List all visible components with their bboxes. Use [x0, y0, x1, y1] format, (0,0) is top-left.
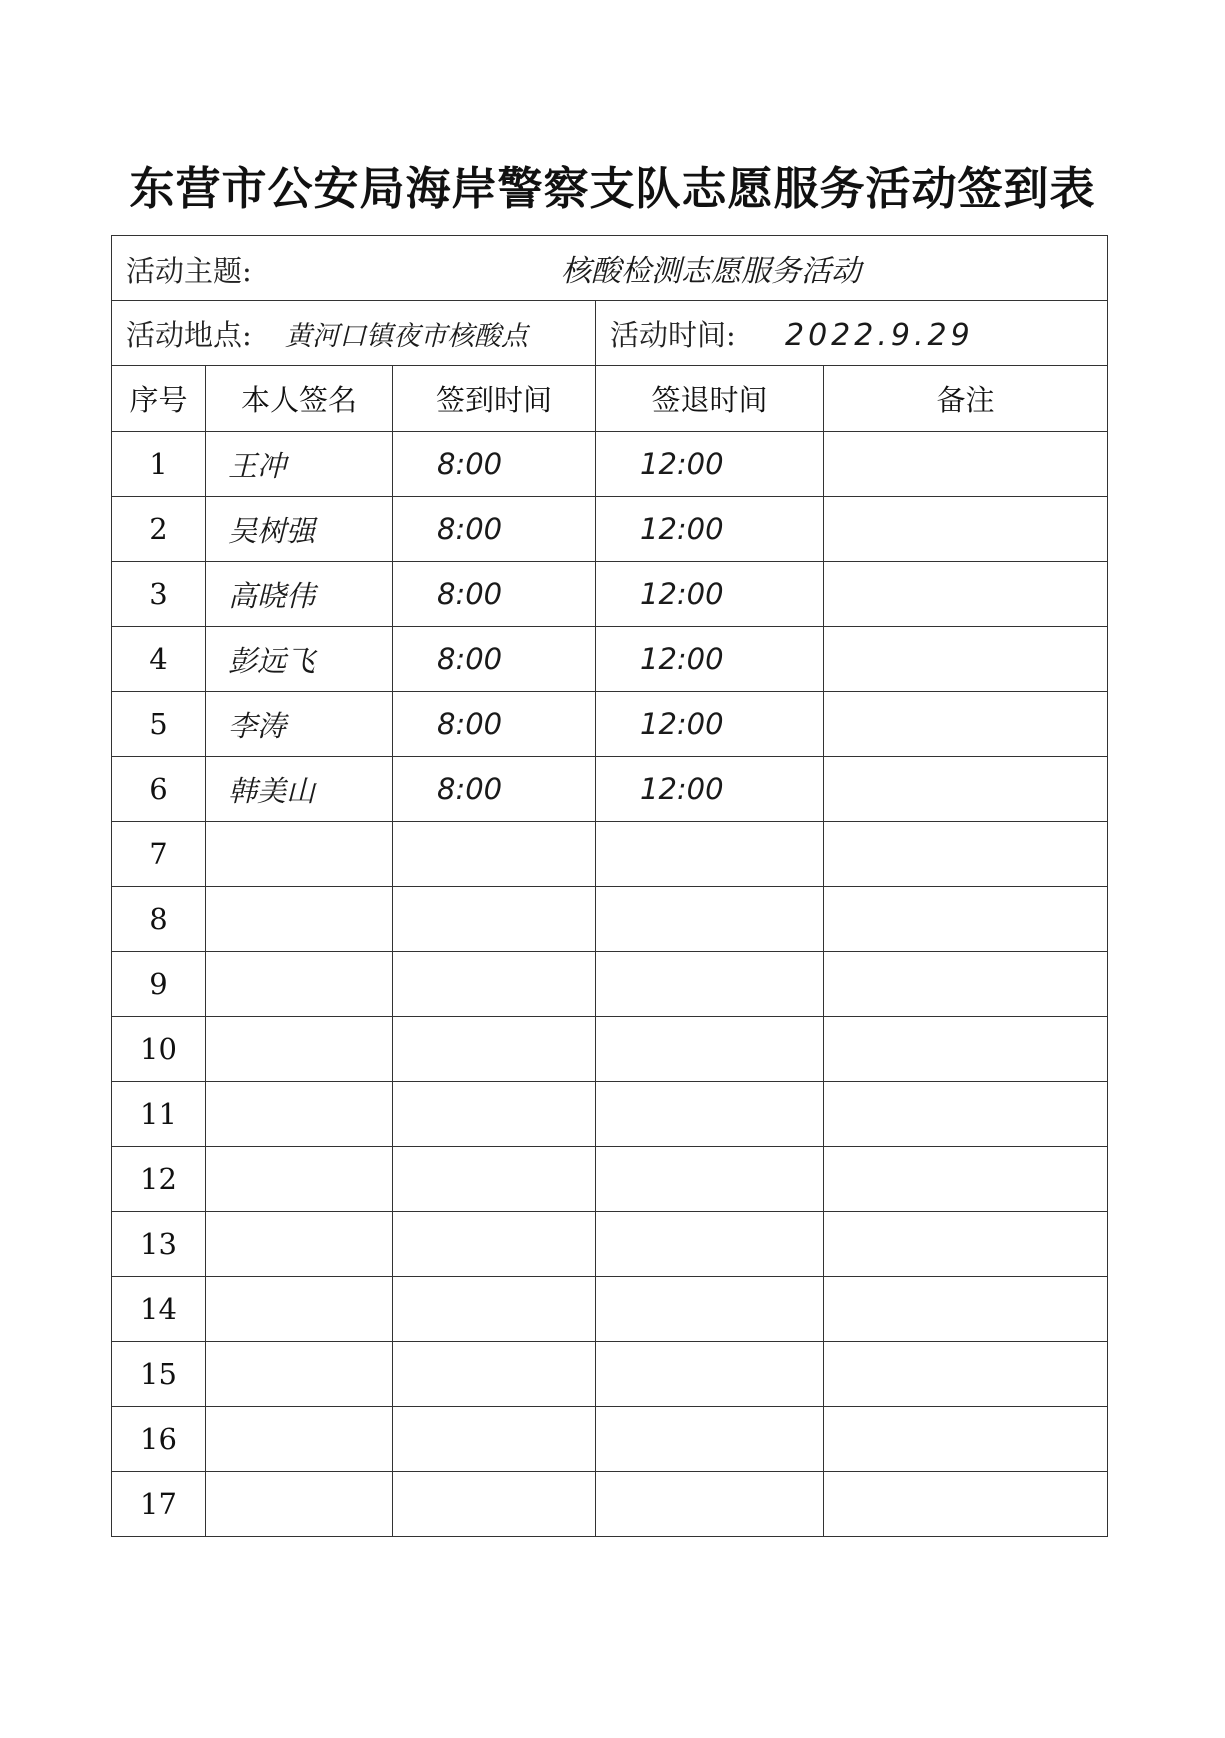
signature	[206, 1277, 393, 1342]
time-label: 活动时间:	[610, 317, 736, 352]
note	[824, 1017, 1108, 1082]
signature	[206, 822, 393, 887]
note	[824, 1342, 1108, 1407]
time-value: 2022.9.29	[785, 317, 974, 353]
signature	[206, 1342, 393, 1407]
row-number: 1	[112, 432, 206, 497]
note	[824, 1147, 1108, 1212]
signature	[206, 887, 393, 952]
sign-out-time: 12:00	[596, 562, 824, 627]
row-number: 4	[112, 627, 206, 692]
header-note: 备注	[824, 366, 1108, 432]
sign-out-time	[596, 1407, 824, 1472]
row-number: 6	[112, 757, 206, 822]
header-in: 签到时间	[393, 366, 596, 432]
row-number: 16	[112, 1407, 206, 1472]
row-number: 11	[112, 1082, 206, 1147]
sign-out-time	[596, 1342, 824, 1407]
signature: 王冲	[206, 432, 393, 497]
sign-out-time	[596, 1472, 824, 1537]
table-row	[112, 1342, 1108, 1407]
row-number: 3	[112, 562, 206, 627]
table-row	[112, 1017, 1108, 1082]
table-row	[112, 1277, 1108, 1342]
sign-out-time	[596, 1212, 824, 1277]
signature	[206, 1147, 393, 1212]
note	[824, 822, 1108, 887]
signature	[206, 1212, 393, 1277]
sign-in-table	[111, 235, 1108, 1537]
sign-in-time: 8:00	[393, 432, 596, 497]
note	[824, 1472, 1108, 1537]
header-row	[112, 366, 1108, 432]
table-row	[112, 757, 1108, 822]
form-title: 东营市公安局海岸警察支队志愿服务活动签到表	[129, 162, 1096, 215]
sign-in-time: 8:00	[393, 562, 596, 627]
table-row	[112, 432, 1108, 497]
signature	[206, 1082, 393, 1147]
table-row	[112, 1147, 1108, 1212]
place-label: 活动地点:	[126, 317, 252, 352]
sign-out-time: 12:00	[596, 432, 824, 497]
header-name: 本人签名	[206, 366, 393, 432]
sign-out-time: 12:00	[596, 757, 824, 822]
sign-in-time	[393, 1407, 596, 1472]
signature: 吴树强	[206, 497, 393, 562]
note	[824, 952, 1108, 1017]
sign-out-time: 12:00	[596, 497, 824, 562]
signature: 李涛	[206, 692, 393, 757]
header-out: 签退时间	[596, 366, 824, 432]
table-row	[112, 952, 1108, 1017]
sign-in-time	[393, 1277, 596, 1342]
note	[824, 887, 1108, 952]
topic-cell	[112, 236, 1108, 301]
note	[824, 627, 1108, 692]
row-number: 9	[112, 952, 206, 1017]
table-row	[112, 497, 1108, 562]
sign-out-time	[596, 822, 824, 887]
row-number: 15	[112, 1342, 206, 1407]
place-time-row	[112, 301, 1108, 366]
sign-in-time	[393, 1472, 596, 1537]
place-value: 黄河口镇夜市核酸点	[285, 320, 528, 352]
note	[824, 562, 1108, 627]
table-row	[112, 887, 1108, 952]
sign-in-time	[393, 1147, 596, 1212]
note	[824, 497, 1108, 562]
sign-out-time	[596, 1017, 824, 1082]
table-row	[112, 1082, 1108, 1147]
sign-in-time	[393, 1017, 596, 1082]
note	[824, 1082, 1108, 1147]
sign-out-time	[596, 952, 824, 1017]
note	[824, 432, 1108, 497]
row-number: 12	[112, 1147, 206, 1212]
sign-in-time: 8:00	[393, 692, 596, 757]
table-row	[112, 822, 1108, 887]
sign-out-time	[596, 1147, 824, 1212]
row-number: 5	[112, 692, 206, 757]
table-row	[112, 562, 1108, 627]
table-row	[112, 1472, 1108, 1537]
sign-out-time	[596, 1082, 824, 1147]
row-number: 7	[112, 822, 206, 887]
signature	[206, 1472, 393, 1537]
topic-label: 活动主题:	[126, 254, 252, 288]
signature: 高晓伟	[206, 562, 393, 627]
table-row	[112, 1212, 1108, 1277]
row-number: 17	[112, 1472, 206, 1537]
row-number: 13	[112, 1212, 206, 1277]
note	[824, 692, 1108, 757]
sign-out-time	[596, 1277, 824, 1342]
note	[824, 1277, 1108, 1342]
sign-in-time	[393, 887, 596, 952]
note	[824, 757, 1108, 822]
signature: 韩美山	[206, 757, 393, 822]
sign-out-time: 12:00	[596, 692, 824, 757]
row-number: 14	[112, 1277, 206, 1342]
sign-in-time	[393, 822, 596, 887]
sign-in-time	[393, 1082, 596, 1147]
signature	[206, 1407, 393, 1472]
signature: 彭远飞	[206, 627, 393, 692]
header-no: 序号	[112, 366, 206, 432]
sign-in-time: 8:00	[393, 627, 596, 692]
signature	[206, 952, 393, 1017]
sign-in-time: 8:00	[393, 497, 596, 562]
table-row	[112, 1407, 1108, 1472]
row-number: 8	[112, 887, 206, 952]
row-number: 10	[112, 1017, 206, 1082]
sign-out-time	[596, 887, 824, 952]
note	[824, 1212, 1108, 1277]
sign-in-time: 8:00	[393, 757, 596, 822]
table-row	[112, 627, 1108, 692]
table-row	[112, 692, 1108, 757]
row-number: 2	[112, 497, 206, 562]
topic-value: 核酸检测志愿服务活动	[561, 254, 861, 289]
note	[824, 1407, 1108, 1472]
sign-in-time	[393, 1212, 596, 1277]
topic-row	[112, 236, 1108, 301]
sign-in-time	[393, 1342, 596, 1407]
sign-in-time	[393, 952, 596, 1017]
place-cell	[112, 301, 596, 366]
signature	[206, 1017, 393, 1082]
time-cell	[596, 301, 1108, 366]
sign-out-time: 12:00	[596, 627, 824, 692]
